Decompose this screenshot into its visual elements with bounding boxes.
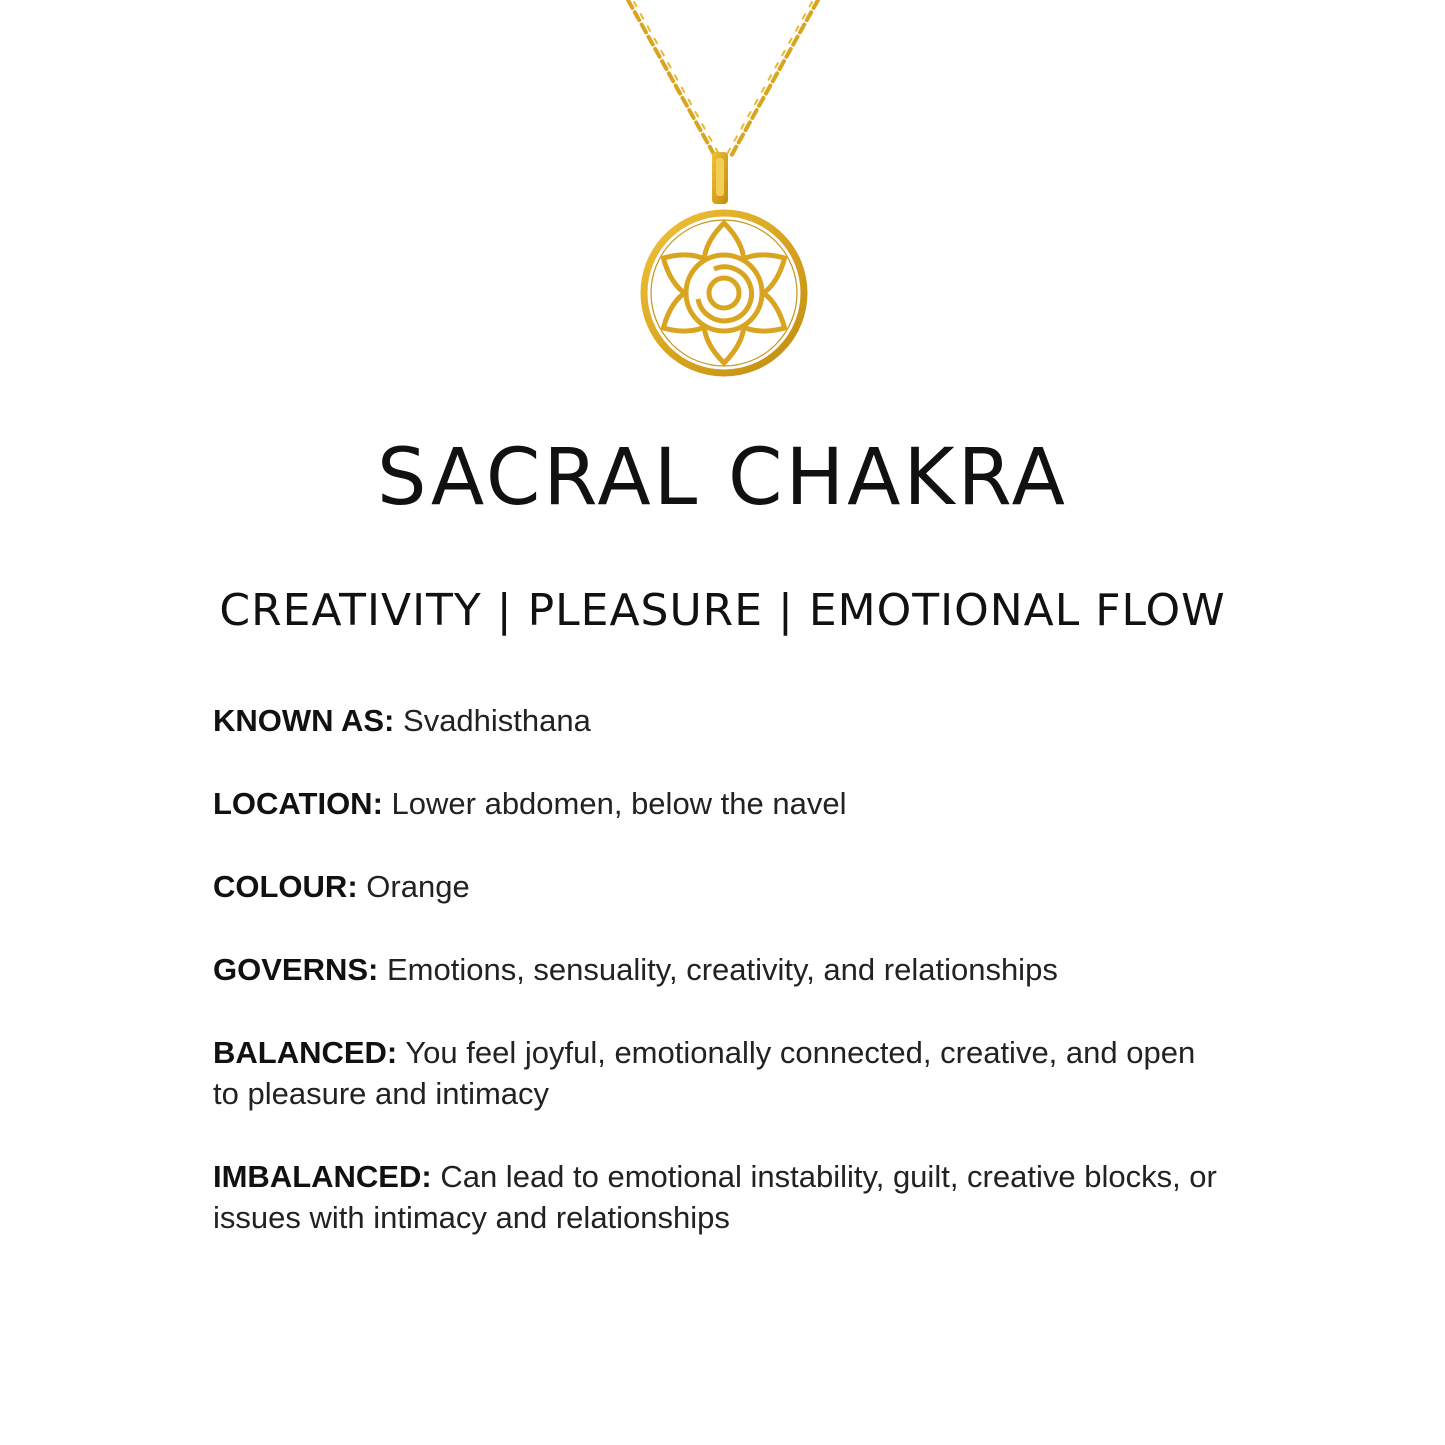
page-title: SACRAL CHAKRA — [376, 433, 1069, 523]
detail-value: Lower abdomen, below the navel — [391, 786, 847, 821]
detail-location — [213, 783, 1223, 824]
detail-value: You feel joyful, emotionally connected, creative, and open to pleasure and intimacy — [213, 1035, 1196, 1111]
detail-colour — [213, 866, 1223, 907]
detail-label: IMBALANCED: — [213, 1159, 432, 1194]
detail-imbalanced — [213, 1156, 1223, 1238]
chain-right — [726, 0, 818, 158]
detail-label: LOCATION: — [213, 786, 383, 821]
detail-governs — [213, 949, 1223, 990]
necklace-illustration — [0, 0, 1445, 400]
sacral-chakra-pendant-icon — [644, 213, 804, 373]
detail-value: Orange — [366, 869, 470, 904]
detail-label: KNOWN AS: — [213, 703, 395, 738]
detail-label: GOVERNS: — [213, 952, 379, 987]
detail-value: Can lead to emotional instability, guilt, creative blocks, or issues with intimacy and relationships — [213, 1159, 1217, 1235]
chain-left — [628, 0, 720, 158]
detail-balanced — [213, 1032, 1223, 1114]
detail-value: Emotions, sensuality, creativity, and relationships — [386, 952, 1058, 987]
detail-list — [213, 700, 1223, 1280]
detail-value: Svadhisthana — [403, 703, 591, 738]
tagline: CREATIVITY | PLEASURE | EMOTIONAL FLOW — [219, 585, 1226, 636]
detail-label: BALANCED: — [213, 1035, 398, 1070]
detail-label: COLOUR: — [213, 869, 358, 904]
detail-known-as — [213, 700, 1223, 741]
